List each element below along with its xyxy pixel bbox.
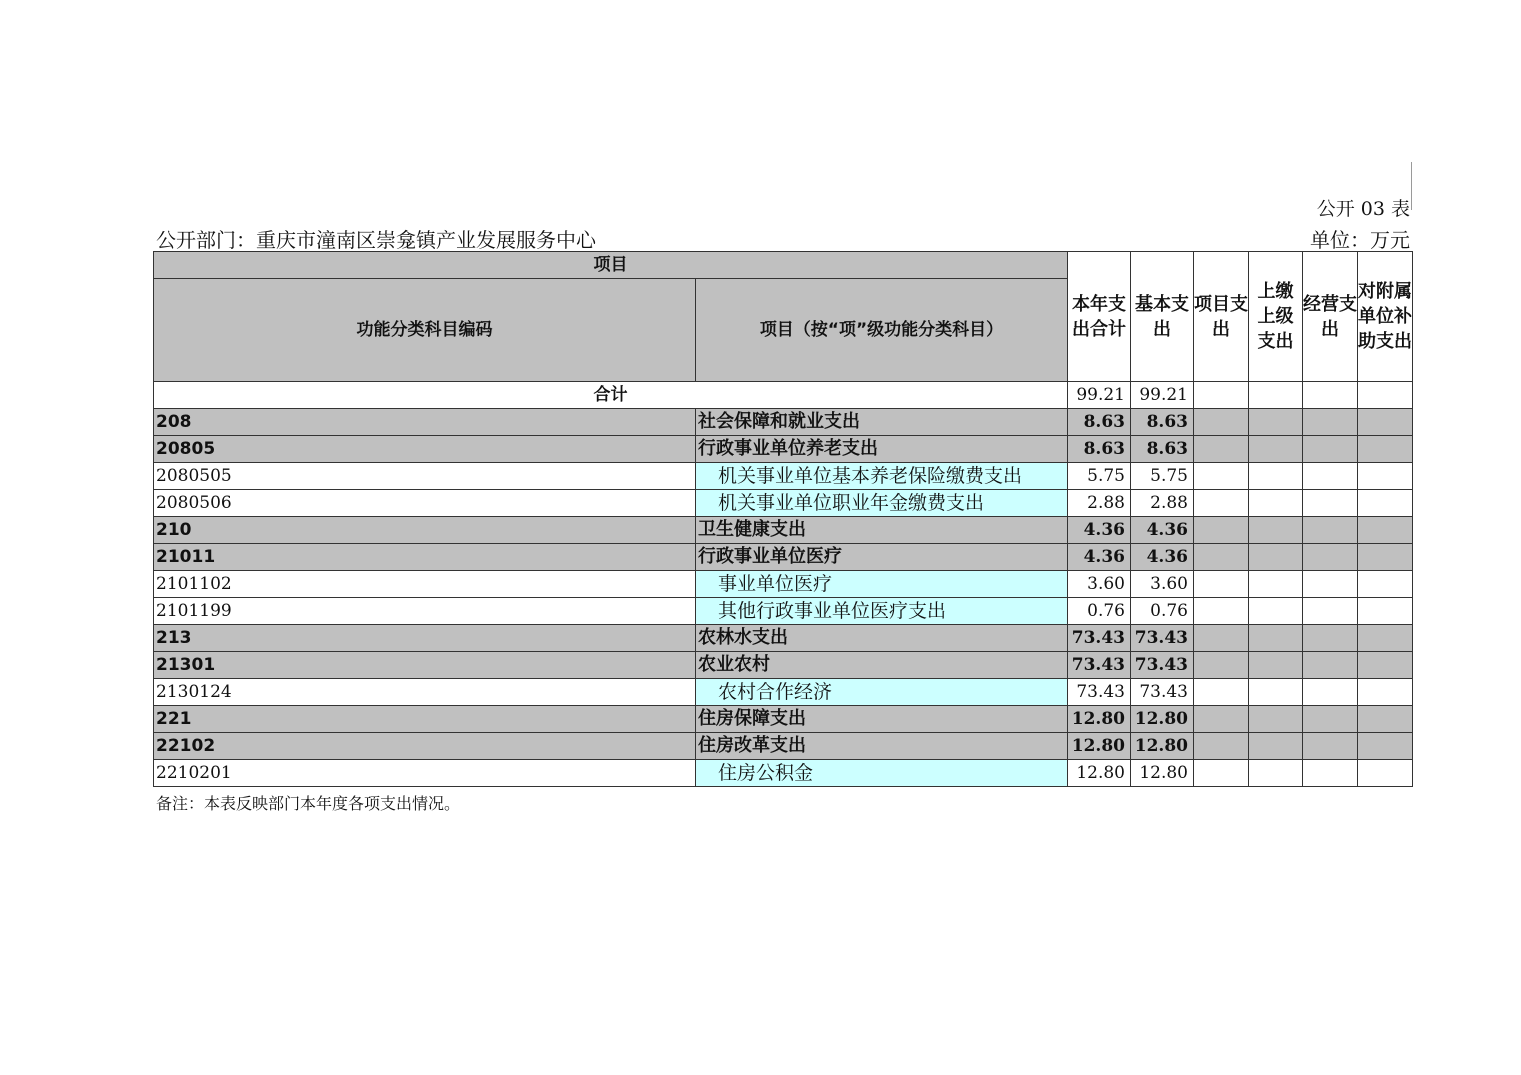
total-basic: 99.21 xyxy=(1131,382,1194,409)
row-subsidiary xyxy=(1358,706,1413,733)
form-number: 公开 03 表 xyxy=(1316,198,1410,220)
row-total: 12.80 xyxy=(1068,733,1131,760)
total-label: 合计 xyxy=(154,382,1068,409)
row-basic: 73.43 xyxy=(1131,679,1194,706)
row-name: 其他行政事业单位医疗支出 xyxy=(696,598,1068,625)
footnote: 备注：本表反映部门本年度各项支出情况。 xyxy=(156,794,461,813)
row-total: 73.43 xyxy=(1068,679,1131,706)
row-name: 事业单位医疗 xyxy=(696,571,1068,598)
row-project xyxy=(1194,760,1249,787)
total-project xyxy=(1194,382,1249,409)
row-project xyxy=(1194,733,1249,760)
row-business xyxy=(1303,544,1358,571)
row-basic: 4.36 xyxy=(1131,517,1194,544)
row-project xyxy=(1194,679,1249,706)
total-subsidiary xyxy=(1358,382,1413,409)
row-total: 4.36 xyxy=(1068,544,1131,571)
row-project xyxy=(1194,544,1249,571)
row-upper xyxy=(1249,490,1303,517)
expenditure-table xyxy=(153,251,1413,787)
row-basic: 2.88 xyxy=(1131,490,1194,517)
row-project xyxy=(1194,706,1249,733)
row-code: 221 xyxy=(154,706,696,733)
row-total: 12.80 xyxy=(1068,760,1131,787)
row-project xyxy=(1194,625,1249,652)
row-code: 213 xyxy=(154,625,696,652)
row-upper xyxy=(1249,409,1303,436)
table-body xyxy=(154,409,1413,787)
row-total: 3.60 xyxy=(1068,571,1131,598)
header-subsidiary: 对附属单位补助支出 xyxy=(1358,252,1413,382)
row-code: 2080505 xyxy=(154,463,696,490)
row-code: 208 xyxy=(154,409,696,436)
table-row xyxy=(154,463,1413,490)
row-total: 8.63 xyxy=(1068,409,1131,436)
row-name: 住房公积金 xyxy=(696,760,1068,787)
row-subsidiary xyxy=(1358,571,1413,598)
total-upper xyxy=(1249,382,1303,409)
row-project xyxy=(1194,517,1249,544)
table-row xyxy=(154,706,1413,733)
row-business xyxy=(1303,571,1358,598)
row-name: 住房保障支出 xyxy=(696,706,1068,733)
row-subsidiary xyxy=(1358,544,1413,571)
header-code: 功能分类科目编码 xyxy=(154,279,696,382)
row-business xyxy=(1303,733,1358,760)
row-subsidiary xyxy=(1358,463,1413,490)
row-total: 73.43 xyxy=(1068,625,1131,652)
row-business xyxy=(1303,436,1358,463)
row-business xyxy=(1303,463,1358,490)
row-upper xyxy=(1249,760,1303,787)
row-upper xyxy=(1249,652,1303,679)
total-business xyxy=(1303,382,1358,409)
row-name: 农业农村 xyxy=(696,652,1068,679)
header-business: 经营支出 xyxy=(1303,252,1358,382)
row-subsidiary xyxy=(1358,490,1413,517)
department-label: 公开部门：重庆市潼南区崇龛镇产业发展服务中心 xyxy=(156,228,596,252)
row-name: 机关事业单位职业年金缴费支出 xyxy=(696,490,1068,517)
table-row xyxy=(154,490,1413,517)
table-row xyxy=(154,598,1413,625)
row-name: 农林水支出 xyxy=(696,625,1068,652)
row-total: 0.76 xyxy=(1068,598,1131,625)
row-subsidiary xyxy=(1358,760,1413,787)
row-code: 22102 xyxy=(154,733,696,760)
row-business xyxy=(1303,490,1358,517)
row-total: 2.88 xyxy=(1068,490,1131,517)
row-basic: 12.80 xyxy=(1131,760,1194,787)
row-basic: 73.43 xyxy=(1131,625,1194,652)
row-name: 行政事业单位医疗 xyxy=(696,544,1068,571)
row-upper xyxy=(1249,679,1303,706)
page-edge-line xyxy=(1411,162,1412,210)
row-business xyxy=(1303,706,1358,733)
row-business xyxy=(1303,760,1358,787)
row-name: 卫生健康支出 xyxy=(696,517,1068,544)
row-code: 210 xyxy=(154,517,696,544)
total-row xyxy=(154,382,1413,409)
row-name: 住房改革支出 xyxy=(696,733,1068,760)
table-row xyxy=(154,652,1413,679)
row-upper xyxy=(1249,544,1303,571)
row-name: 机关事业单位基本养老保险缴费支出 xyxy=(696,463,1068,490)
row-name: 社会保障和就业支出 xyxy=(696,409,1068,436)
table-row xyxy=(154,409,1413,436)
row-code: 20805 xyxy=(154,436,696,463)
header-project: 项目 xyxy=(154,252,1068,279)
row-code: 2210201 xyxy=(154,760,696,787)
row-business xyxy=(1303,517,1358,544)
row-business xyxy=(1303,598,1358,625)
header-row-1 xyxy=(154,252,1413,279)
row-subsidiary xyxy=(1358,733,1413,760)
row-code: 21301 xyxy=(154,652,696,679)
row-subsidiary xyxy=(1358,652,1413,679)
row-name: 农村合作经济 xyxy=(696,679,1068,706)
header-project-expenditure: 项目支出 xyxy=(1194,252,1249,382)
row-upper xyxy=(1249,625,1303,652)
header-name: 项目（按“项”级功能分类科目） xyxy=(696,279,1068,382)
row-basic: 12.80 xyxy=(1131,733,1194,760)
row-basic: 12.80 xyxy=(1131,706,1194,733)
header-total: 本年支出合计 xyxy=(1068,252,1131,382)
row-upper xyxy=(1249,463,1303,490)
row-subsidiary xyxy=(1358,625,1413,652)
unit-label: 单位：万元 xyxy=(1310,228,1410,252)
row-total: 4.36 xyxy=(1068,517,1131,544)
row-code: 2080506 xyxy=(154,490,696,517)
row-code: 2101199 xyxy=(154,598,696,625)
row-upper xyxy=(1249,517,1303,544)
row-total: 73.43 xyxy=(1068,652,1131,679)
total-amount: 99.21 xyxy=(1068,382,1131,409)
row-subsidiary xyxy=(1358,598,1413,625)
row-basic: 8.63 xyxy=(1131,409,1194,436)
row-code: 2130124 xyxy=(154,679,696,706)
row-business xyxy=(1303,679,1358,706)
row-code: 21011 xyxy=(154,544,696,571)
row-total: 8.63 xyxy=(1068,436,1131,463)
row-project xyxy=(1194,598,1249,625)
row-total: 5.75 xyxy=(1068,463,1131,490)
table-row xyxy=(154,544,1413,571)
row-upper xyxy=(1249,436,1303,463)
table-row xyxy=(154,679,1413,706)
row-basic: 5.75 xyxy=(1131,463,1194,490)
row-code: 2101102 xyxy=(154,571,696,598)
table-row xyxy=(154,760,1413,787)
row-project xyxy=(1194,409,1249,436)
row-business xyxy=(1303,409,1358,436)
row-subsidiary xyxy=(1358,409,1413,436)
row-basic: 3.60 xyxy=(1131,571,1194,598)
row-project xyxy=(1194,490,1249,517)
header-upper-payment: 上缴上级支出 xyxy=(1249,252,1303,382)
row-upper xyxy=(1249,571,1303,598)
row-basic: 0.76 xyxy=(1131,598,1194,625)
row-basic: 73.43 xyxy=(1131,652,1194,679)
row-project xyxy=(1194,463,1249,490)
row-name: 行政事业单位养老支出 xyxy=(696,436,1068,463)
row-basic: 8.63 xyxy=(1131,436,1194,463)
table-row xyxy=(154,733,1413,760)
row-project xyxy=(1194,436,1249,463)
row-project xyxy=(1194,652,1249,679)
row-business xyxy=(1303,625,1358,652)
table-row xyxy=(154,571,1413,598)
table-row xyxy=(154,517,1413,544)
row-total: 12.80 xyxy=(1068,706,1131,733)
row-subsidiary xyxy=(1358,679,1413,706)
table-row xyxy=(154,625,1413,652)
row-upper xyxy=(1249,598,1303,625)
row-subsidiary xyxy=(1358,436,1413,463)
table-row xyxy=(154,436,1413,463)
row-upper xyxy=(1249,733,1303,760)
row-business xyxy=(1303,652,1358,679)
row-upper xyxy=(1249,706,1303,733)
row-subsidiary xyxy=(1358,517,1413,544)
header-basic: 基本支出 xyxy=(1131,252,1194,382)
row-project xyxy=(1194,571,1249,598)
row-basic: 4.36 xyxy=(1131,544,1194,571)
